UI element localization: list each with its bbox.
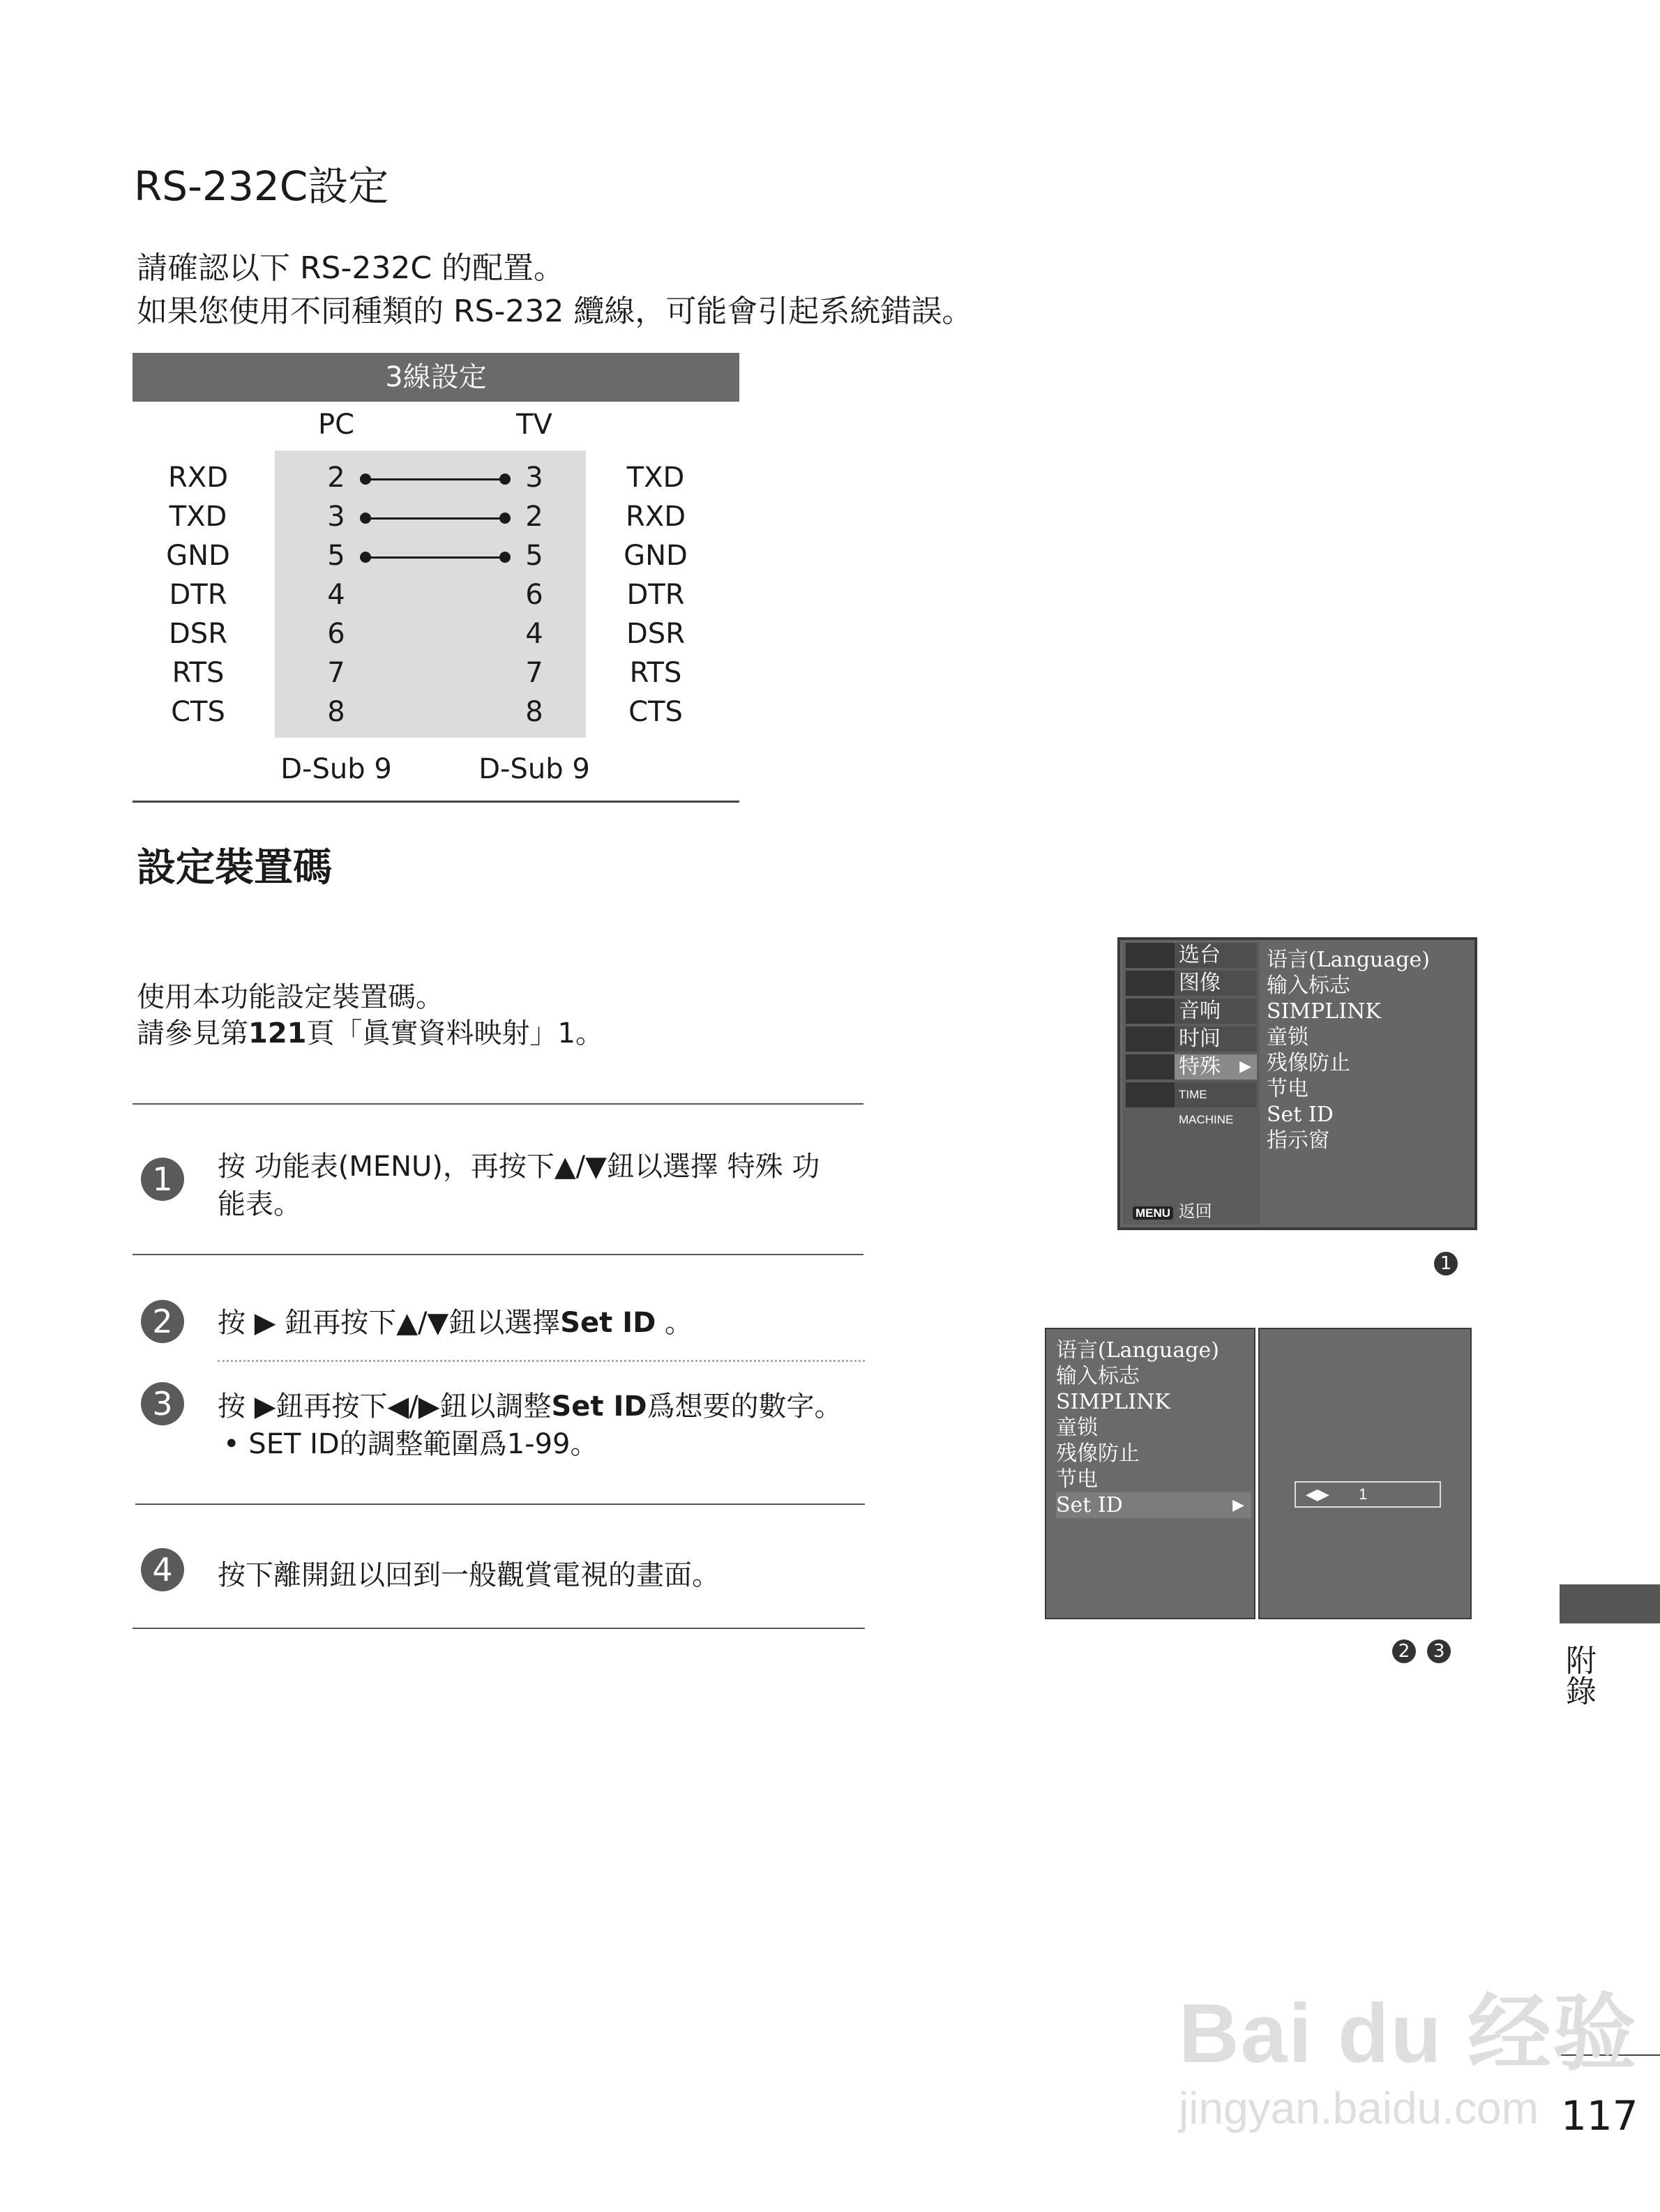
back-label: 返回 — [1178, 1202, 1212, 1221]
menu2-option: 残像防止 — [1056, 1441, 1140, 1466]
page-number: 117 — [1561, 2092, 1638, 2139]
menu2-option: 节电 — [1056, 1467, 1098, 1492]
column-pc: PC — [317, 409, 355, 441]
menu1-item-label: 音响 — [1179, 999, 1221, 1023]
desc-page-ref: 121 — [248, 1017, 307, 1050]
side-tab-label: 附錄 — [1560, 1644, 1596, 1706]
menu1-item-channel — [1126, 943, 1257, 968]
divider — [133, 1254, 863, 1255]
side-tab-bar — [1560, 1584, 1660, 1623]
wire-end-pc — [360, 552, 371, 563]
selected-arrow-icon: ▶ — [1239, 1058, 1251, 1075]
tv-signal-label: RTS — [629, 657, 682, 689]
step-2-pre: 按 ▶ 鈕再按下▲/▼鈕以選擇 — [218, 1307, 561, 1339]
menu-screenshot-1 — [1117, 937, 1477, 1230]
watermark — [1179, 1967, 1638, 2134]
step-3-text — [218, 1388, 859, 1463]
left-right-arrows-icon: ◀▶ — [1306, 1485, 1329, 1503]
step-3-post: 爲想要的數字。 — [647, 1391, 843, 1423]
intro-line-2: 如果您使用不同種類的 RS-232 纜線，可能會引起系統錯誤。 — [137, 294, 973, 329]
pc-pin-number: 3 — [327, 501, 345, 533]
pc-pin-number: 4 — [327, 579, 345, 611]
step-2-post: 。 — [656, 1307, 693, 1339]
pc-signal-label: DTR — [169, 579, 227, 611]
menu2-option-list — [1056, 1338, 1251, 1518]
menu2-option: 童锁 — [1056, 1416, 1098, 1440]
channel-icon — [1126, 943, 1175, 968]
divider — [135, 1503, 865, 1505]
menu1-option: SIMPLINK — [1267, 999, 1381, 1024]
step-2-number: 2 — [141, 1300, 184, 1343]
menu1-item-label: 图像 — [1179, 971, 1221, 995]
table-bottom-rule — [133, 801, 739, 803]
menu2-option: 语言(Language) — [1056, 1338, 1219, 1363]
pc-pin-number: 2 — [327, 462, 345, 494]
step-2-text — [218, 1304, 859, 1342]
figure-ref-2-3 — [1388, 1636, 1451, 1663]
step-1-line-2: 能表。 — [218, 1188, 301, 1220]
wire-end-pc — [360, 474, 371, 485]
pc-pin-number: 8 — [327, 696, 345, 728]
menu1-item-special — [1126, 1054, 1257, 1080]
footer-pc-connector: D-Sub 9 — [280, 753, 392, 785]
wire-end-pc — [360, 513, 371, 524]
pc-signal-label: TXD — [169, 501, 227, 533]
tv-pin-number: 7 — [525, 657, 543, 689]
pc-pin-number: 5 — [327, 540, 345, 572]
time-icon — [1126, 1027, 1175, 1052]
step-3-number: 3 — [141, 1382, 184, 1425]
table-header: 3線設定 — [133, 353, 739, 402]
audio-icon — [1126, 999, 1175, 1024]
menu1-item-audio — [1126, 999, 1257, 1024]
menu2-option-label: Set ID — [1056, 1493, 1123, 1517]
pc-signal-label: GND — [166, 540, 230, 572]
menu1-item-label: 时间 — [1179, 1027, 1221, 1051]
step-1-number: 1 — [141, 1158, 184, 1201]
menu1-footer — [1133, 1197, 1212, 1222]
pc-signal-label: CTS — [171, 696, 225, 728]
pc-signal-label: DSR — [169, 618, 227, 650]
watermark-brand: Bai du 经验 — [1179, 1987, 1638, 2080]
menu1-option: 指示窗 — [1267, 1128, 1329, 1153]
desc-line-1: 使用本功能設定裝置碼。 — [137, 981, 444, 1013]
tv-signal-label: CTS — [628, 696, 683, 728]
menu1-option-list — [1267, 947, 1430, 1153]
menu1-item-time-machine — [1126, 1082, 1257, 1126]
ref-number: 3 — [1427, 1639, 1451, 1663]
tv-pin-number: 3 — [525, 462, 543, 494]
menu1-item-picture — [1126, 971, 1257, 996]
desc-line-2 — [137, 1015, 603, 1052]
column-tv: TV — [516, 409, 552, 441]
section-title-set-id: 設定裝置碼 — [137, 845, 332, 891]
tv-pin-number: 8 — [525, 696, 543, 728]
menu1-option: 语言(Language) — [1267, 948, 1430, 972]
watermark-url: jingyan.baidu.com — [1179, 2083, 1539, 2133]
footer-tv-connector: D-Sub 9 — [478, 753, 590, 785]
pc-pin-number: 6 — [327, 618, 345, 650]
menu2-option: 输入标志 — [1056, 1364, 1140, 1388]
step-3-pre: 按 ▶鈕再按下◀/▶鈕以調整 — [218, 1391, 552, 1423]
desc-post: 頁「眞實資料映射」1。 — [306, 1017, 603, 1050]
menu1-option: 输入标志 — [1267, 974, 1350, 998]
tv-pin-number: 6 — [525, 579, 543, 611]
pc-signal-label: RXD — [168, 462, 228, 494]
wire-line — [365, 517, 504, 520]
set-id-value: 1 — [1359, 1485, 1368, 1503]
desc-pre: 請參見第 — [137, 1017, 248, 1050]
menu1-option: 节电 — [1267, 1077, 1308, 1101]
divider — [133, 1628, 865, 1629]
step-1-text — [218, 1148, 859, 1223]
tv-signal-label: DSR — [626, 618, 685, 650]
dotted-divider — [218, 1360, 865, 1362]
wire-line — [365, 478, 504, 480]
special-icon — [1126, 1054, 1175, 1080]
tv-signal-label: RXD — [626, 501, 686, 533]
tv-pin-number: 5 — [525, 540, 543, 572]
tv-signal-label: TXD — [626, 462, 685, 494]
menu1-option: 童锁 — [1267, 1025, 1308, 1050]
wire-end-tv — [499, 552, 511, 563]
wire-line — [365, 556, 504, 559]
section-description — [137, 979, 603, 1052]
divider — [133, 1103, 863, 1105]
menu1-option: Set ID — [1267, 1103, 1334, 1127]
selected-arrow-icon: ▶ — [1232, 1497, 1244, 1514]
menu1-item-label: 选台 — [1179, 943, 1221, 967]
step-3-note: • SET ID的調整範圍爲1-99。 — [223, 1428, 598, 1460]
wire-end-tv — [499, 513, 511, 524]
set-id-value-box — [1295, 1481, 1441, 1508]
tv-pin-number: 2 — [525, 501, 543, 533]
figure-ref-1 — [1430, 1248, 1458, 1275]
menu-screenshot-2-list — [1045, 1328, 1255, 1619]
intro-line-1: 請確認以下 RS-232C 的配置。 — [137, 250, 565, 286]
menu2-option: SIMPLINK — [1056, 1390, 1170, 1414]
ref-number: 2 — [1392, 1639, 1416, 1663]
step-2-bold: Set ID — [560, 1307, 656, 1339]
ref-number: 1 — [1434, 1252, 1458, 1275]
menu2-option-selected — [1056, 1492, 1251, 1518]
pc-signal-label: RTS — [172, 657, 225, 689]
step-1-line-1: 按 功能表(MENU)，再按下▲/▼鈕以選擇 特殊 功 — [218, 1151, 820, 1183]
step-3-bold: Set ID — [551, 1391, 647, 1423]
menu1-item-label: 特殊 — [1179, 1054, 1221, 1079]
menu1-category-list — [1123, 943, 1260, 1225]
time-machine-icon — [1126, 1082, 1175, 1107]
step-4-text: 按下離開鈕以回到一般觀賞電視的畫面。 — [218, 1559, 720, 1591]
menu1-item-time — [1126, 1027, 1257, 1052]
tv-signal-label: GND — [624, 540, 688, 572]
pc-pin-number: 7 — [327, 657, 345, 689]
tv-pin-number: 4 — [525, 618, 543, 650]
menu-screenshot-2-value — [1258, 1328, 1472, 1619]
wire-end-tv — [499, 474, 511, 485]
step-4-number: 4 — [141, 1548, 184, 1591]
step-3-line-1 — [218, 1388, 859, 1425]
section-title-rs232c: RS-232C設定 — [134, 162, 389, 210]
menu-key-badge: MENU — [1133, 1206, 1173, 1220]
picture-icon — [1126, 971, 1175, 996]
menu1-option: 残像防止 — [1267, 1051, 1350, 1075]
tv-signal-label: DTR — [626, 579, 685, 611]
intro-text — [137, 247, 972, 333]
menu1-item-label: TIME MACHINE — [1179, 1088, 1234, 1126]
